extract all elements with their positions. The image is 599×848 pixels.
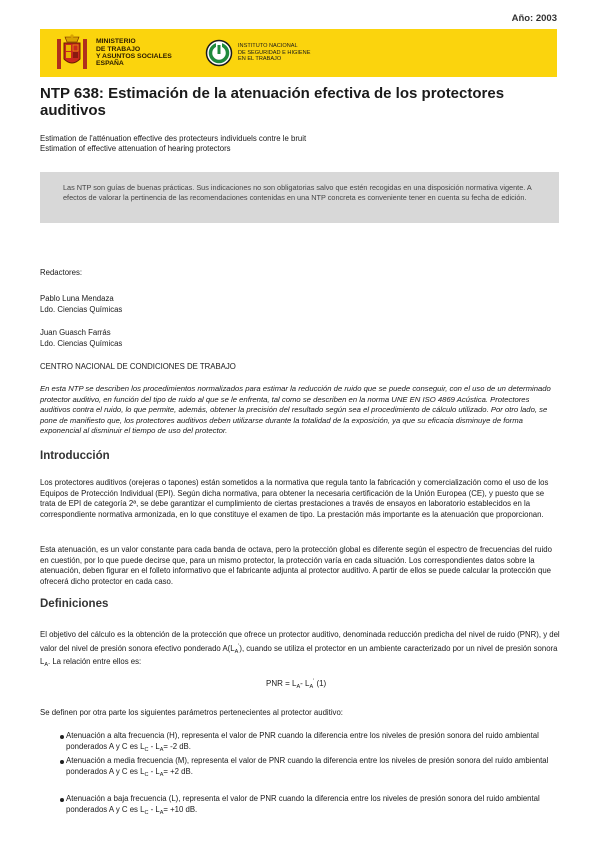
author-degree: Ldo. Ciencias Químicas (40, 338, 123, 348)
institute-name: INSTITUTO NACIONAL DE SEGURIDAD E HIGIENE EN EL TRABAJO (238, 43, 311, 63)
intro-paragraph-1: Los protectores auditivos (orejeras o tapones) están sometidos a la normativa que regula tanto la fabricación y comercialización como el uso de los Equipos de Protección Individual (EPI). Según dicha normativa, para obtener la necesaria certificación de la Unión Europea (CE), y puesto que se trata de EPI de categoría 2ª, se debe garantizar el cumplimiento de ciertas prestaciones a través de ensayos en laboratorio establecidos en la correspondiente normativa armonizada, en lo que constituye el examen de tipo. La prestación más importante es la atenuación que proporcionan. (40, 478, 549, 519)
edition-year: Año: 2003 (511, 13, 557, 24)
heading-introduccion: Introducción (40, 450, 110, 462)
ministry-logo (40, 29, 198, 77)
research-center: CENTRO NACIONAL DE CONDICIONES DE TRABAJO (40, 362, 236, 371)
coat-of-arms-icon (52, 32, 92, 74)
title-french: Estimation de l'atténuation effective des protecteurs individuels contre le bruit (40, 134, 307, 143)
heading-definiciones: Definiciones (40, 598, 109, 610)
author-degree: Ldo. Ciencias Químicas (40, 304, 123, 314)
disclaimer-box: Las NTP son guías de buenas prácticas. Sus indicaciones no son obligatorias salvo que estén recogidas en una disposición normativa vigente. A efectos de valorar la pertinencia de las recomendaciones contenidas en una NTP concreta es conveniente tener en cuenta su fecha de edición. (40, 172, 559, 223)
bullet-icon (60, 735, 64, 739)
authors-label: Redactores: (40, 268, 83, 277)
list-item: Atenuación a media frecuencia (M), representa el valor de PNR cuando la diferencia entre los niveles de presión sonora del ruido ambiental ponderados A y C es $L_C - L_A= +2$ dB. (40, 756, 560, 777)
alternate-titles (40, 134, 306, 154)
institute-logo (198, 29, 310, 77)
author-1 (40, 294, 560, 315)
author-name: Pablo Luna Mendaza (40, 294, 114, 303)
author-name: Juan Guasch Farrás (40, 328, 111, 337)
attenuation-list (40, 731, 560, 815)
abstract: En esta NTP se describen los procedimientos normalizados para estimar la reducción de ruido que se puede conseguir, con el uso de un determinado protector auditivo, en función del tipo de ruido al que se le enfrenta, tal como se describen en la norma UNE EN ISO 4869 Acústica. Protectores auditivos contra el ruido, lo que permite, además, obtener la precisión del resultado según sea el procedimiento de cálculo utilizado. Por otro lado, se pone de manifiesto que, los protectores auditivos deben utilizarse durante la totalidad de la exposición, ya que su eficacia disminuye de forma exponencial al disminuir el tiempo de uso del protector. (40, 384, 551, 435)
header-logo-band (40, 29, 557, 77)
list-item: Atenuación a alta frecuencia (H), representa el valor de PNR cuando la diferencia entre los niveles de presión sonora del ruido ambiental ponderados A y C es $L_C - L_A= -2$ dB. (40, 731, 560, 752)
list-item: Atenuación a baja frecuencia (L), representa el valor de PNR cuando la diferencia entre los niveles de presión sonora del ruido ambiental ponderados A y C es $L_C - L_A= +10$ dB. (40, 794, 560, 815)
institute-emblem-icon (204, 38, 234, 68)
bullet-icon (60, 760, 64, 764)
intro-paragraph-2: Esta atenuación, es un valor constante para cada banda de octava, pero la protección global es diferente según el espectro de frecuencias del ruido en cuestión, por lo que puede decirse que, para un mismo protector, la protección varía en cada situación. Los correspondientes datos sobre la atenuación, deben figurar en el folleto informativo que el fabricante adjunta al protector auditivo. A partir de ellos se puede calcular la protección que ofrecerá dicho protector en cada caso. (40, 545, 552, 586)
document-title: NTP 638: Estimación de la atenuación efectiva de los protectores auditivos (40, 85, 505, 119)
pnr-formula: PNR = $L_A-$ $L_A'$ (1) (266, 678, 327, 690)
title-english: Estimation of effective attenuation of hearing protectors (40, 143, 231, 153)
author-2 (40, 328, 560, 349)
definitions-paragraph-1: El objetivo del cálculo es la obtención de la protección que ofrece un protector auditivo, denominada reducción predicha del nivel de ruido (PNR), y del valor del nivel de presión sonora efectivo ponderado $A(L_A')$, cuando se utiliza el protector en un ambiente caracterizado por un nivel de presión sonora $L_A$. La relación entre ellos es: (40, 630, 560, 668)
bullet-icon (60, 798, 64, 802)
ministry-name: MINISTERIO DE TRABAJO Y ASUNTOS SOCIALES ESPAÑA (96, 38, 172, 68)
definitions-paragraph-2: Se definen por otra parte los siguientes parámetros pertenecientes al protector auditivo: (40, 708, 343, 717)
